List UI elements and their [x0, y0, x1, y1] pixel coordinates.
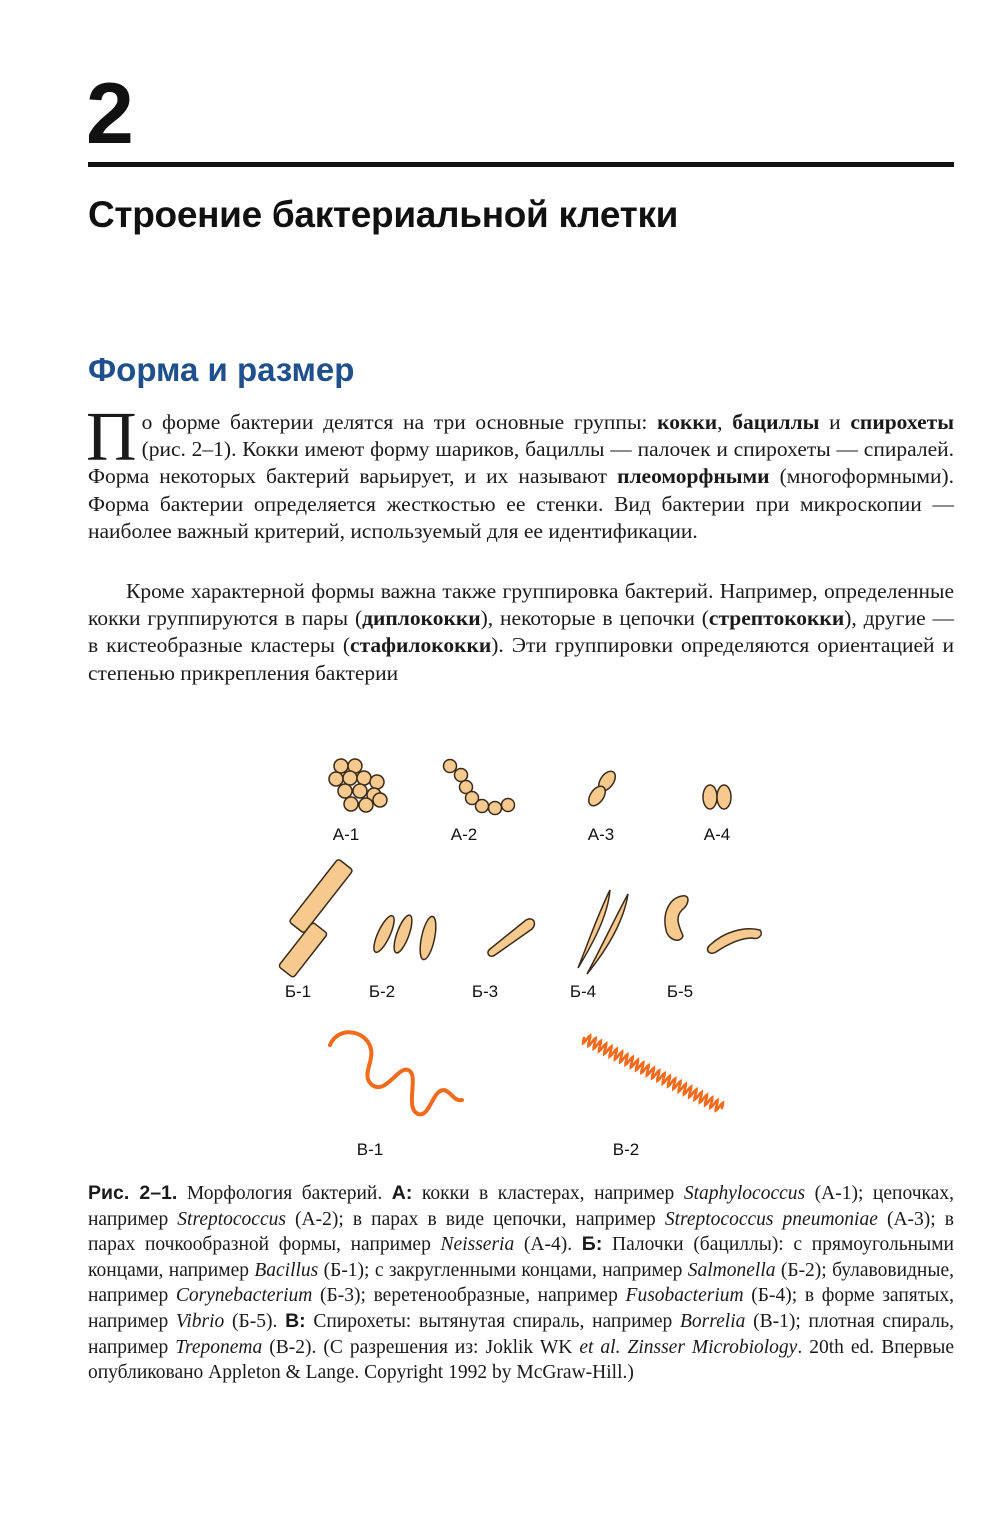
figure-caption: Рис. 2–1. Морфология бактерий. А: кокки в кластерах, например Staphylococcus (А-1); цепочках, например Streptococcus (А-2); в парах в виде цепочки, например Streptococcus pneumoniae (А-3); в парах почкообразной формы, например Neisseria (А-4). Б: Палочки (бациллы): с прямоугольными концами, например Bacillus (Б-1); с закругленными концами, например Salmonella (Б-2); булавовидные, например Corynebacterium (Б-3); веретенообразные, например Fusobacterium (Б-4); в форме запятых, например Vibrio (Б-5). В: Спирохеты: вытянутая спираль, например Borrelia (В-1); плотная спираль, например Treponema (В-2). (С разрешения из: Joklik WK et al. Zinsser Microbiology. 20th ed. Впервые опубликовано Appleton & Lange. Copyright 1992 by McGraw-Hill.): [88, 1182, 955, 1384]
paragraph-2: Кроме характерной формы важна также группировка бактерий. Например, определенные кокки группируются в пары (диплококки), некоторые в цепочки (стрептококки), другие — в кистеобразные кластеры (стафилококки). Эти группировки определяются ориентацией и степенью прикрепления бактерии: [88, 579, 954, 685]
label-b4: Б-4: [569, 982, 597, 1001]
term-spirochetes: спирохеты: [850, 410, 954, 434]
chapter-title: Строение бактериальной клетки: [88, 194, 679, 235]
label-b2: Б-2: [368, 982, 396, 1001]
drop-cap: П: [86, 399, 137, 476]
term-cocci: кокки: [657, 410, 718, 434]
label-a2: А-2: [450, 825, 478, 844]
corynebacterium-club-shape: [488, 919, 535, 956]
term-staphylococci: стафилококки: [350, 633, 492, 658]
term-pleomorphic: плеоморфными: [617, 464, 770, 489]
treponema-spiral-shape: [583, 1036, 723, 1111]
term-streptococci: стрептококки: [708, 606, 845, 631]
term-bacilli: бациллы: [732, 410, 820, 434]
bacillus-rod-shape: [289, 859, 353, 934]
label-b3: Б-3: [471, 982, 499, 1001]
label-v2: В-2: [612, 1140, 640, 1159]
pneumococci-pair-shape: [585, 768, 618, 808]
label-v1: В-1: [356, 1140, 384, 1159]
streptococci-chain-shape: [444, 760, 515, 815]
term-diplococci: диплококки: [362, 606, 481, 631]
paragraph-1: По форме бактерии делятся на три основные группы: кокки, бациллы и спирохеты (рис. 2–1). Кокки имеют форму шариков, бациллы — палочек и спирохеты — спиралей. Форма некоторых бактерий варьирует, и их называют плеоморфными (многоформными). Форма бактерии определяется жесткостью ее стенки. Вид бактерии при микроскопии — наиболее важный критерий, используемый для ее идентификации.: [86, 399, 954, 543]
label-a3: А-3: [587, 825, 615, 844]
salmonella-rods-shape: [370, 913, 439, 961]
staphylococci-cluster-shape: [329, 759, 387, 812]
neisseria-pair-shape: [703, 785, 731, 809]
section-title: Форма и размер: [88, 351, 355, 388]
borrelia-spiral-shape: [330, 1032, 462, 1114]
fusobacterium-spindles-shape: [578, 890, 628, 974]
vibrio-commas-shape: [665, 896, 761, 954]
caption-label: Рис. 2–1.: [88, 1182, 178, 1204]
chapter-number: 2: [86, 66, 134, 162]
label-a1: А-1: [332, 825, 360, 844]
bacteria-morphology-figure: [0, 730, 1000, 1170]
chapter-rule: [88, 162, 954, 167]
label-a4: А-4: [703, 825, 731, 844]
label-b1: Б-1: [284, 982, 312, 1001]
label-b5: Б-5: [666, 982, 694, 1001]
